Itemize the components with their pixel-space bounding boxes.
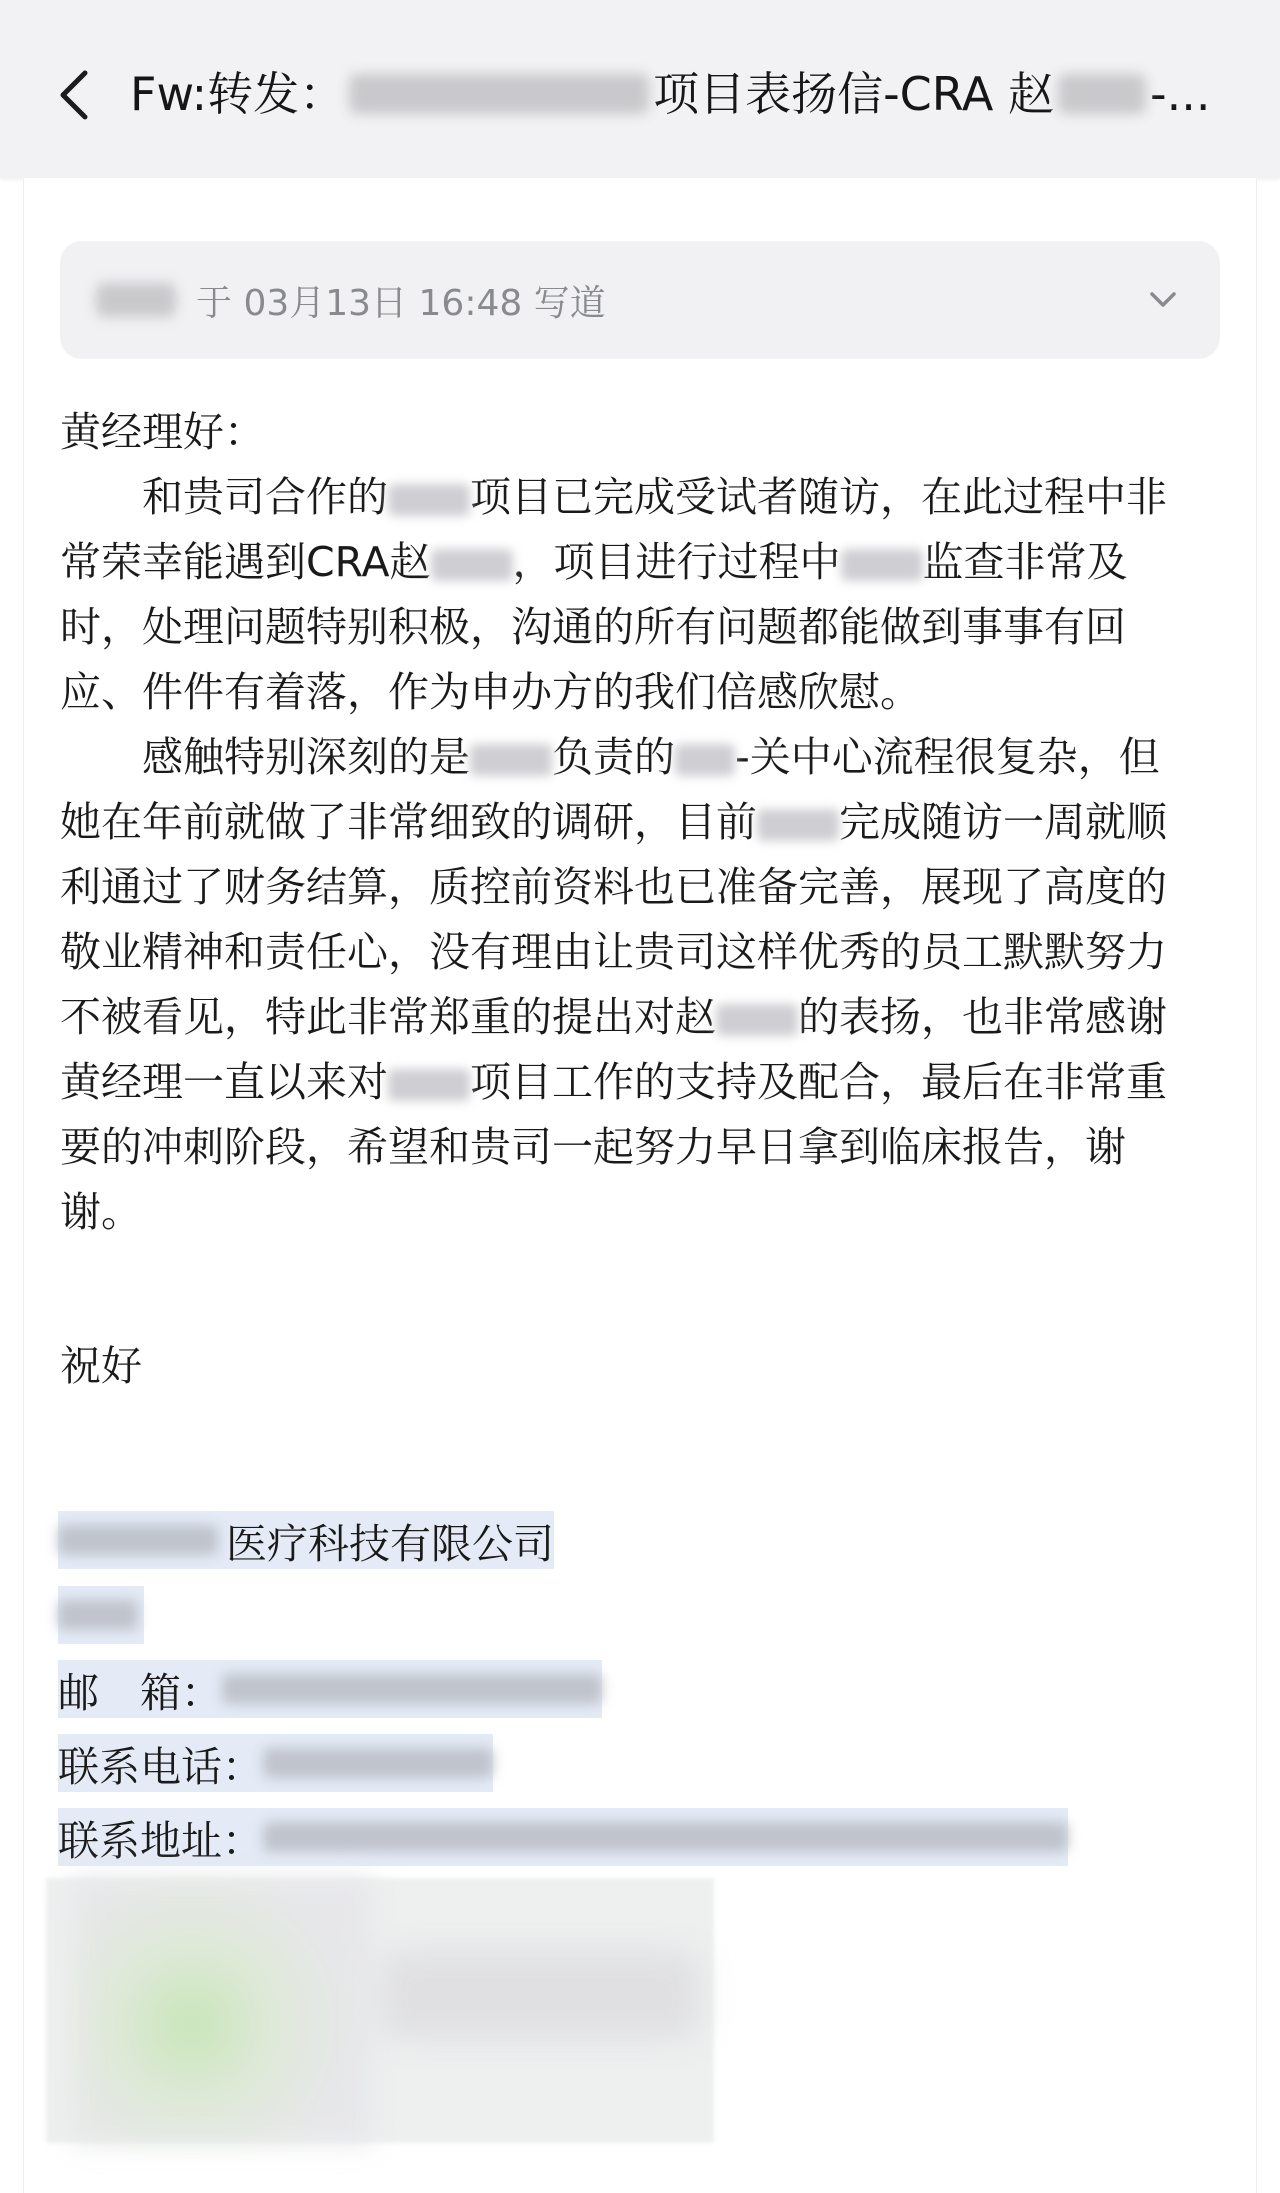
redacted-text [470,744,552,776]
chevron-down-icon [1148,284,1178,314]
logo-image-blurred [72,1878,372,2143]
signature-name [58,1586,144,1644]
signature-company [58,1511,554,1569]
chevron-left-icon [57,69,91,121]
signature-email [58,1660,602,1718]
card-text-blurred [380,1950,700,2040]
redacted-address [263,1822,1068,1852]
redacted-text [841,549,923,581]
signature-phone [58,1734,493,1792]
phone-label: 联系电话： [58,1742,263,1791]
paragraph-2: 感触特别深刻的是 负责的 -关中心流程很复杂，但她在年前就做了非常细致的调研，目前 完成随访一周就顺利通过了财务结算，质控前资料也已准备完善，展现了高度的敬业精神和责任心，没有理由让贵司这样优秀的员工默默努力不被看见，特此非常郑重的提出对赵 的表扬，也非常感谢黄经理一直以来对 项目工作的支持及配合，最后在非常重要的冲刺阶段，希望和贵司一起努力早日拿到临床报告，谢谢。 [60,733,1167,1236]
top-navigation-bar [0,0,1280,178]
redacted-text [388,484,470,516]
email-label: 邮 箱： [58,1668,222,1717]
company-suffix: 医疗科技有限公司 [226,1519,554,1568]
email-subject-title [130,62,1240,126]
redacted-person-name [1058,74,1146,114]
back-button[interactable] [44,60,104,130]
quoted-message-header[interactable] [60,241,1220,359]
redacted-company-name [349,74,649,114]
redacted-text [675,744,735,776]
redacted-company-prefix [58,1525,218,1555]
paragraph-1: 和贵司合作的 项目已完成受试者随访，在此过程中非常荣幸能遇到CRA赵 ，项目进行过程中 监查非常及时，处理问题特别积极，沟通的所有问题都能做到事事有回应、件件有着落，作为申办方的我们倍感欣慰。 [60,473,1167,716]
quote-meta: 于 03月13日 16:48 写道 [196,282,606,324]
subject-main: 项目表扬信-CRA 赵 [653,67,1054,121]
redacted-email [222,1674,602,1704]
address-label: 联系地址： [58,1816,263,1865]
redacted-text [716,1004,798,1036]
subject-ellipsis: -... [1149,67,1211,121]
redacted-text [388,1069,470,1101]
closing-text: 祝好 [60,1342,142,1390]
redacted-text [431,549,513,581]
signature-address [58,1808,1068,1866]
greeting: 黄经理好： [60,408,265,456]
redacted-sender-name [96,283,176,317]
email-body [60,400,1200,1245]
redacted-phone [263,1748,493,1778]
redacted-text [757,809,839,841]
subject-prefix: Fw:转发： [130,67,346,121]
redacted-signer-name [58,1600,138,1630]
